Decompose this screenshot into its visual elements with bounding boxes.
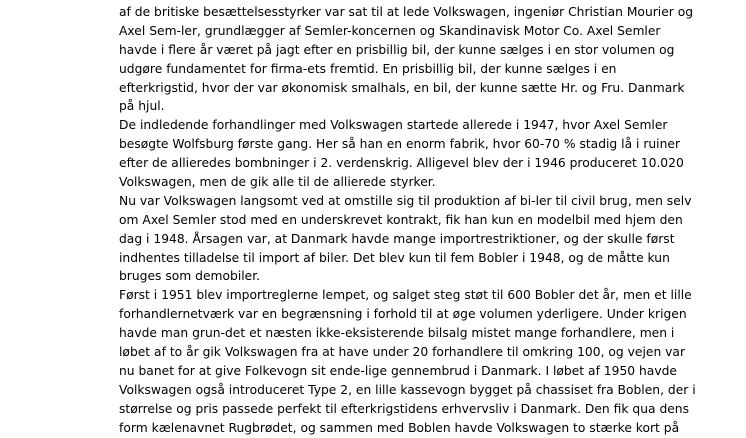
text-line: Axel Sem-ler, grundlægger af Semler-koncernen og Skandinavisk Motor Co. Axel Semler	[119, 23, 661, 38]
text-line: efterkrigstid, hvor der var økonomisk smalhals, en bil, der kunne sætte Hr. og Fru. Danmark	[119, 80, 685, 95]
text-line: havde i flere år været på jagt efter en prisbillig bil, der kunne sælges i en stor volumen og	[119, 42, 675, 57]
text-line: om Axel Semler stod med en underskrevet kontrakt, fik han kun en modelbil med hjem den	[119, 212, 683, 227]
document-body	[119, 3, 696, 437]
text-line: indhentes tilladelse til import af biler. Det blev kun til fem Bobler i 1948, og de måtte kun	[119, 250, 670, 265]
text-line: på hjul.	[119, 99, 165, 114]
text-line: Nu var Volkswagen langsomt ved at omstille sig til produktion af bi-ler til civil brug, men selv	[119, 193, 692, 208]
paragraph-4	[119, 286, 696, 437]
paragraph-1	[119, 3, 694, 116]
text-line: form kælenavnet Rugbrødet, og sammen med Boblen havde Volkswagen to stærke kort på	[119, 420, 680, 435]
text-line: De indledende forhandlinger med Volkswagen startede allerede i 1947, hvor Axel Semler	[119, 118, 668, 133]
text-line: Først i 1951 blev importreglerne lempet, og salget steg støt til 600 Bobler det år, men et lille	[119, 288, 692, 303]
text-line: efter de allieredes bombninger i 2. verdenskrig. Alligevel blev der i 1946 produceret 10.020	[119, 156, 684, 171]
text-line: størrelse og pris passede perfekt til efterkrigstidens erhvervsliv i Danmark. Den fik qua dens	[119, 401, 690, 416]
text-line: Volkswagen også introduceret Type 2, en lille kassevogn bygget på chassiset fra Boblen, der i	[119, 382, 696, 397]
text-line: udgøre fundamentet for firma-ets fremtid. En prisbillig bil, der kunne sælges i en	[119, 61, 617, 76]
paragraph-3	[119, 192, 692, 286]
paragraph-2	[119, 116, 684, 192]
text-line: havde man grun-det et næsten ikke-eksisterende bilsalg mistet mange forhandlere, men i	[119, 326, 675, 341]
text-line: Volkswagen, men de gik alle til de allierede styrker.	[119, 175, 436, 190]
text-line: dag i 1948. Årsagen var, at Danmark havde mange importrestriktioner, og der skulle først	[119, 231, 675, 246]
text-line: løbet af to år gik Volkswagen fra at have under 20 forhandlere til omkring 100, og vejen var	[119, 345, 686, 360]
text-line: af de britiske besættelsesstyrker var sat til at lede Volkswagen, ingeniør Christian Mourier og	[119, 5, 694, 19]
text-line: nu banet for at give Folkevogn sit ende-lige gennembrud i Danmark. I løbet af 1950 havde	[119, 363, 677, 378]
text-line: besøgte Wolfsburg første gang. Her så han en enorm fabrik, hvor 60-70 % stadig lå i ruiner	[119, 137, 681, 152]
text-line: bruges som demobiler.	[119, 269, 261, 284]
text-line: forhandlernetværk var en begrænsning i forhold til at øge volumen yderligere. Under krigen	[119, 307, 687, 322]
